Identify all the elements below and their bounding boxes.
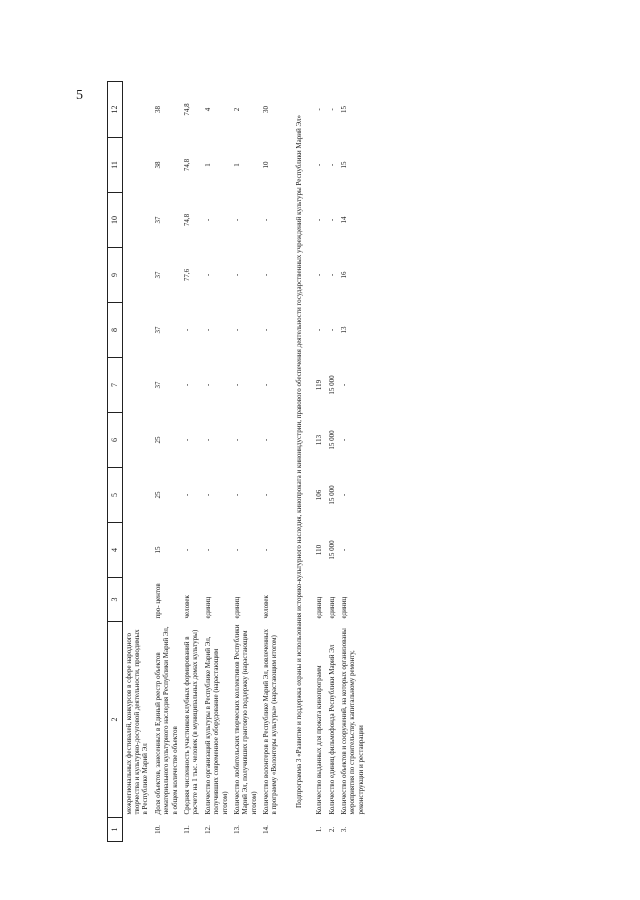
unit-cell: единиц [315,596,324,619]
unit-cell: единиц [327,596,336,619]
value-cell: - [203,438,212,442]
indicator-name: Количество любительских творческих коллективов Республики Марий Эл, получивших грантовую поддержку (нарастающим итогом) [232,624,258,815]
row-number [122,818,152,842]
value-cell: 37 [153,271,162,279]
unit-cell: единиц [232,596,241,619]
subprogram-row [281,82,313,842]
row-number: 12. [203,825,212,834]
indicator-name: Количество единиц фильмофонда Республики Марий Эл [327,644,336,815]
header-cell: 1 [108,818,123,842]
value-cell: - [232,218,241,222]
value-cell: 15 000 [327,540,336,560]
indicator-name: межрегиональных фестивалей, конкурсов в сфере народного творчества и культурно-досуговой деятельности, проводимых в Республике Марий Эл [124,629,150,815]
value-cell: - [262,493,271,497]
rotated-table-container [107,82,525,842]
value-cell: 25 [153,436,162,444]
indicator-name: Количество объектов и сооружений, на которых организованы мероприятия по строительству, капитальному ремонту, реконструкции и реставрации [340,628,365,815]
header-cell: 3 [108,578,123,622]
value-cell: 119 [315,379,324,391]
value-cell: 4 [203,107,212,112]
header-cell: 2 [108,622,123,818]
value-cell: - [182,438,191,442]
value-cell: - [203,273,212,277]
value-cell: 30 [262,106,271,113]
value-cell: - [262,273,271,277]
table-header [108,82,123,842]
table-row [122,82,152,842]
row-number: 14. [262,825,271,834]
value-cell: - [327,218,336,222]
value-cell: - [203,218,212,222]
value-cell: - [232,383,241,387]
page-number: 5 [76,88,83,103]
value-cell [122,523,152,578]
value-cell: 38 [153,106,162,113]
header-row [108,82,123,842]
header-cell: 6 [108,413,123,468]
table-row [181,82,202,842]
header-cell: 11 [108,138,123,193]
value-cell: 113 [315,434,324,446]
value-cell: - [327,273,336,277]
indicator-name: Доля объектов, занесенных в Единый реестр объектов нематериального культурного наследия Республики Марий Эл, в общем количестве объектов [153,626,179,815]
value-cell: - [340,548,349,552]
value-cell: - [262,548,271,552]
value-cell: - [232,438,241,442]
value-cell [122,358,152,413]
value-cell: 25 [153,491,162,499]
unit-cell: единиц [203,596,212,619]
header-cell: 9 [108,248,123,303]
value-cell: - [232,273,241,277]
value-cell [122,138,152,193]
value-cell: - [262,328,271,332]
value-cell: 10 [262,161,271,169]
value-cell: - [340,383,349,387]
value-cell: - [315,108,324,111]
table-row [202,82,231,842]
row-number: 10. [153,825,162,834]
header-cell: 4 [108,523,123,578]
value-cell: 15 [340,161,349,169]
value-cell: 74,8 [182,213,191,227]
unit-cell: про- центов [153,583,162,619]
value-cell: 37 [153,216,162,224]
table-row [231,82,260,842]
value-cell: - [340,438,349,442]
value-cell: - [315,163,324,167]
value-cell: - [182,383,191,387]
table-row [326,82,338,842]
value-cell: - [327,328,336,332]
row-number: 2. [327,826,336,833]
value-cell: 38 [153,161,162,169]
value-cell: 1 [232,163,241,167]
value-cell: 15 000 [327,430,336,450]
value-cell: 37 [153,326,162,334]
value-cell: 2 [232,107,241,112]
table-body [122,82,367,842]
value-cell [122,303,152,358]
subprogram-title: Подпрограмма 3 «Развитие и поддержка охраны и использования историко-культурного наследия, кинопроката и киноиндустрии, правового обеспечения деятельности государственных учреждений культуры Республики Марий Эл» [294,115,303,808]
value-cell: 77,6 [182,268,191,282]
value-cell: 74,8 [182,158,191,172]
header-cell: 12 [108,82,123,138]
value-cell: - [315,218,324,222]
value-cell: - [327,108,336,111]
unit-cell [122,578,152,622]
unit-cell: единиц [340,596,349,619]
row-number: 13. [232,825,241,834]
value-cell: 15 [153,546,162,554]
value-cell: 15 000 [327,485,336,505]
header-cell: 5 [108,468,123,523]
value-cell [122,82,152,138]
value-cell: - [232,548,241,552]
value-cell: 110 [315,544,324,556]
value-cell [122,413,152,468]
indicator-name: Количество волонтеров в Республике Марий Эл, вовлеченных в программу «Волонтеры культуры» (нарастающим итогом) [262,629,279,815]
value-cell: - [182,548,191,552]
value-cell: - [327,163,336,167]
value-cell: - [182,328,191,332]
table-row [338,82,367,842]
row-number: 11. [182,825,191,834]
header-cell: 7 [108,358,123,413]
indicator-name: Количество выданных для проката кинопрограмм [315,665,324,815]
value-cell: - [340,493,349,497]
value-cell: 106 [315,489,324,501]
value-cell: 74,8 [182,103,191,116]
indicators-table [107,81,367,842]
value-cell: - [232,328,241,332]
value-cell: - [203,328,212,332]
row-number: 3. [340,826,349,833]
value-cell: - [182,493,191,497]
value-cell [122,193,152,248]
value-cell: - [203,548,212,552]
value-cell: - [315,328,324,332]
value-cell: 1 [203,163,212,167]
indicator-name: Количество организаций культуры в Республике Марий Эл, получивших современное оборудование (нарастающим итогом) [203,636,229,815]
value-cell: - [315,273,324,277]
value-cell [122,248,152,303]
value-cell: - [262,383,271,387]
value-cell: 16 [340,271,349,279]
value-cell: - [232,493,241,497]
row-number: 1. [315,826,324,833]
value-cell: 15 000 [327,375,336,395]
unit-cell: человек [262,595,271,619]
value-cell: 14 [340,216,349,224]
unit-cell: человек [182,595,191,619]
value-cell: - [262,218,271,222]
table-row [260,82,281,842]
value-cell: - [262,438,271,442]
value-cell: - [203,383,212,387]
indicator-name: Средняя численность участников клубных формирований в расчете на 1 тыс. человек (в муниципальных домах культуры) [182,629,200,815]
value-cell [122,468,152,523]
table-row [313,82,325,842]
header-cell: 10 [108,193,123,248]
table-row [152,82,181,842]
value-cell: - [203,493,212,497]
value-cell: 15 [340,106,349,113]
value-cell: 13 [340,326,349,334]
value-cell: 37 [153,381,162,389]
header-cell: 8 [108,303,123,358]
